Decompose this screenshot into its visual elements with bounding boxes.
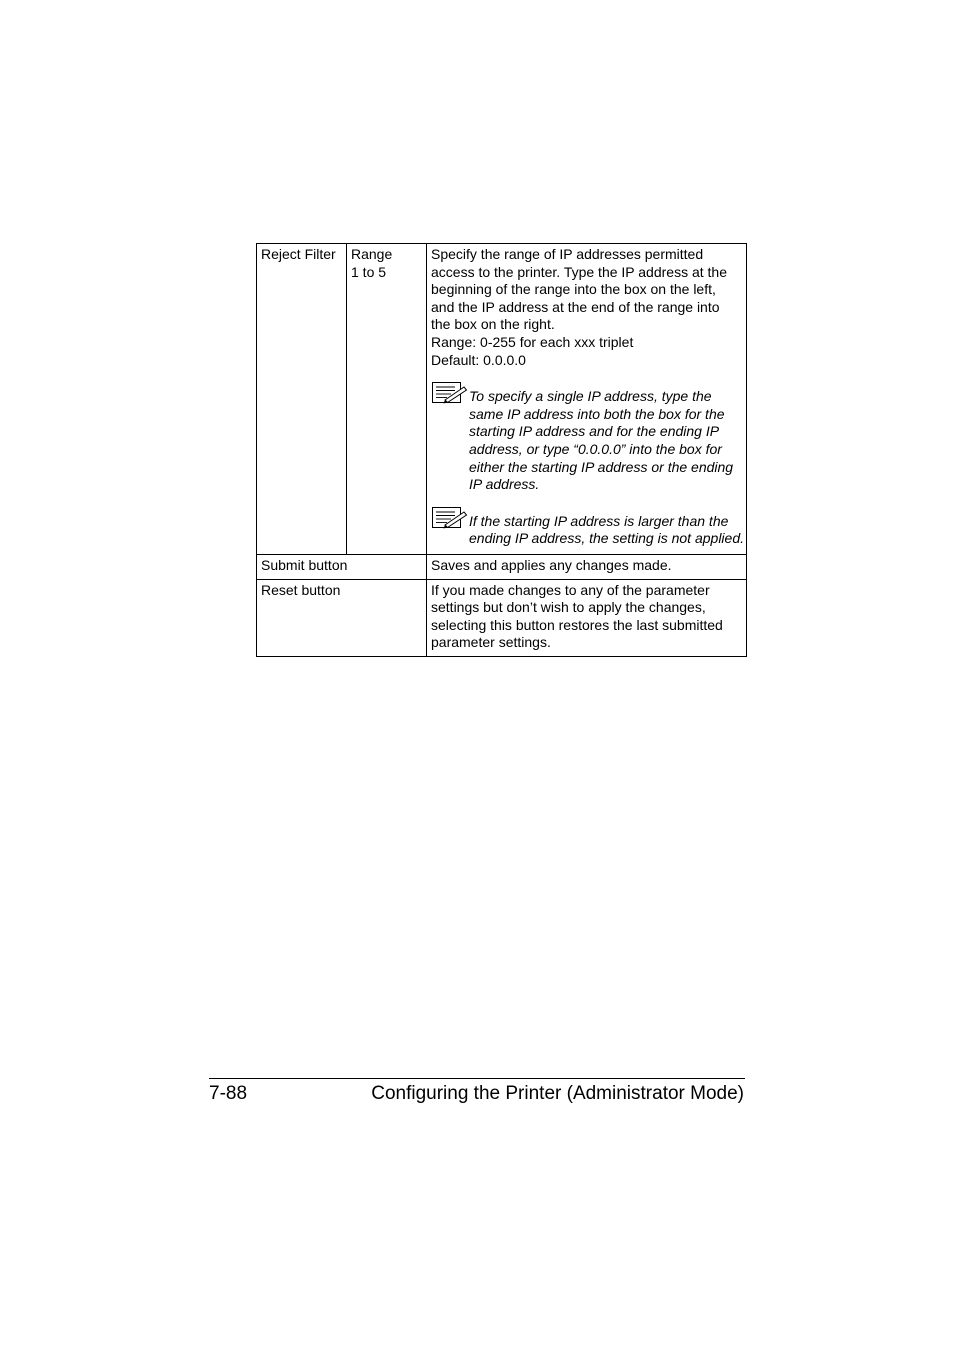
footer-divider [209, 1078, 745, 1079]
description-line: Specify the range of IP addresses permitted [431, 246, 704, 262]
settings-table [256, 243, 747, 657]
note [431, 381, 744, 494]
row-description: Saves and applies any changes made. [427, 554, 747, 579]
table-row [257, 579, 747, 656]
note-pencil-icon [431, 506, 469, 530]
note-text: If the starting IP address is larger than the ending IP address, the setting is not applied. [469, 512, 744, 547]
note-pencil-icon [431, 381, 469, 405]
row-name: Reject Filter [257, 244, 347, 555]
row-description: If you made changes to any of the parameter settings but don’t wish to apply the changes, selecting this button restores the last submitted parameter settings. [427, 579, 747, 656]
row-name: Reset button [257, 579, 427, 656]
table-row [257, 244, 747, 555]
chapter-title: Configuring the Printer (Administrator Mode) [371, 1083, 744, 1104]
sub-line: Range [351, 246, 393, 262]
note-text: To specify a single IP address, type the same IP address into both the box for the starting IP address and for the ending IP address, or type “0.0.0.0” into the box for either the starting IP address or the ending IP address. [469, 388, 734, 493]
description-line: access to the printer. Type the IP address at the [431, 263, 727, 280]
sub-line: 1 to 5 [351, 263, 387, 280]
description-line: the box on the right. [431, 316, 555, 333]
table-row [257, 554, 747, 579]
description-line: Range: 0-255 for each xxx triplet [431, 333, 634, 350]
page-number: 7-88 [209, 1083, 248, 1104]
row-sub [347, 244, 427, 555]
row-description [427, 244, 747, 555]
description-line: beginning of the range into the box on the left, [431, 281, 716, 298]
description-line: and the IP address at the end of the range into [431, 298, 720, 315]
description-line: Default: 0.0.0.0 [431, 351, 526, 368]
row-name: Submit button [257, 554, 427, 579]
note [431, 506, 744, 548]
